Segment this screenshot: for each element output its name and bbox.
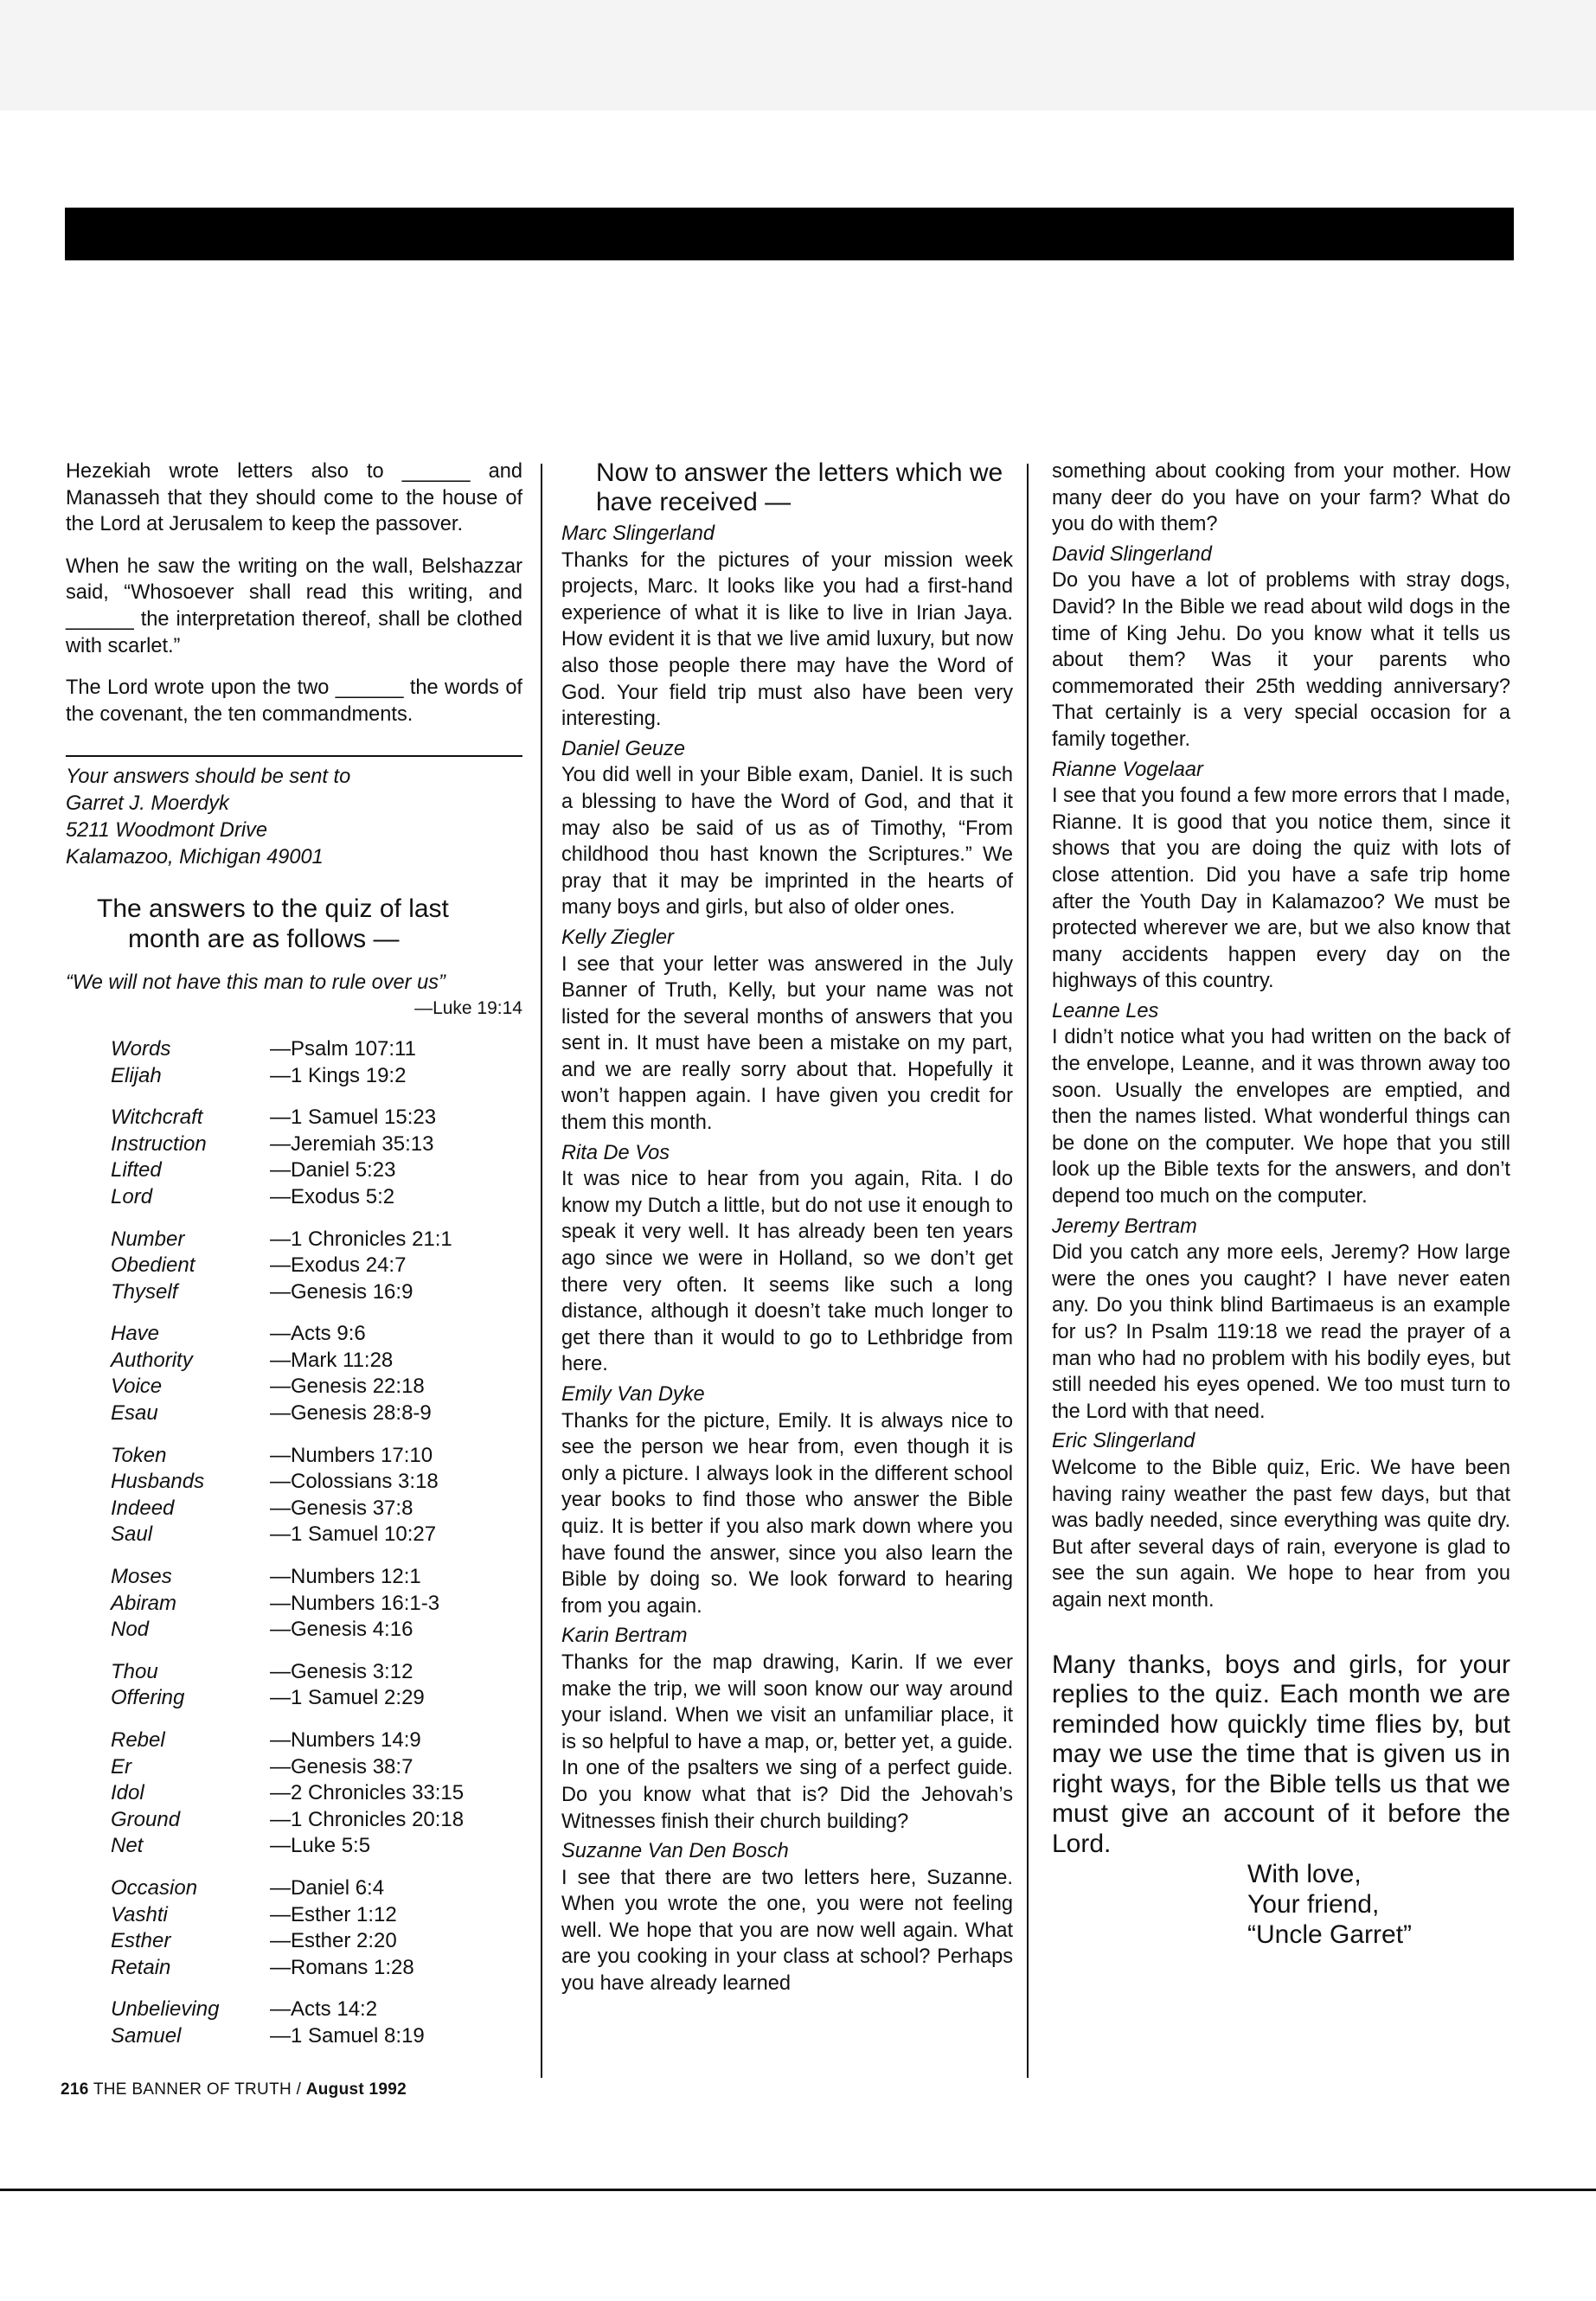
answer-row — [66, 1184, 522, 1211]
answers-heading: The answers to the quiz of last month are as follows — — [97, 894, 449, 954]
answer-word: Words — [111, 1036, 171, 1061]
answer-word: Number — [111, 1227, 185, 1251]
answer-row — [66, 1157, 522, 1184]
column-middle — [561, 458, 1013, 1997]
answer-row — [66, 1227, 522, 1253]
letter-author: Suzanne Van Den Bosch — [561, 1840, 789, 1863]
letter-author: Emily Van Dyke — [561, 1383, 705, 1406]
letter-reply — [561, 1140, 1013, 1378]
letter-reply — [561, 1381, 1013, 1619]
letter-body: Did you catch any more eels, Jeremy? How large were the ones you caught? I have never eaten any. Do you think blind Bartimaeus is an example for us? In Psalm 119:18 we read the prayer of a man who had no problem with his bodily eyes, but still needed his eyes opened. We too must turn to the Lord with that need. — [1052, 1241, 1510, 1423]
answer-word: Have — [111, 1322, 160, 1346]
answer-row — [66, 1348, 522, 1375]
answer-word: Obedient — [111, 1253, 195, 1278]
answer-row — [66, 1754, 522, 1781]
answer-reference: —Esther 2:20 — [270, 1929, 397, 1953]
column-left — [66, 458, 522, 2050]
letter-reply — [1052, 1214, 1510, 1426]
letter-author: Marc Slingerland — [561, 522, 715, 545]
answer-row — [66, 1955, 522, 1982]
answer-word: Retain — [111, 1955, 171, 1979]
answer-word: Occasion — [111, 1875, 198, 1900]
answer-row — [66, 1928, 522, 1955]
issue-date: August 1992 — [305, 2080, 407, 2099]
answer-word: Indeed — [111, 1496, 175, 1520]
answer-reference: —Acts 9:6 — [270, 1322, 366, 1346]
signoff-line: “Uncle Garret” — [1247, 1920, 1413, 1950]
answer-row — [66, 1659, 522, 1686]
letter-author: Leanne Les — [1052, 999, 1159, 1022]
letter-author: Jeremy Bertram — [1052, 1215, 1197, 1238]
answer-reference: —Genesis 38:7 — [270, 1754, 413, 1779]
mailing-address: Your answers should be sent to Garret J. Moerdyk 5211 Woodmont Drive Kalamazoo, Michigan 49001 — [66, 766, 351, 869]
letter-author: Kelly Ziegler — [561, 926, 674, 949]
answer-reference: —Genesis 4:16 — [270, 1618, 413, 1642]
letter-reply — [561, 521, 1013, 733]
answer-reference: —Genesis 16:9 — [270, 1279, 413, 1304]
answer-word: Authority — [111, 1348, 193, 1372]
answer-word: Ground — [111, 1807, 181, 1831]
answer-word: Thyself — [111, 1279, 178, 1304]
answer-word: Instruction — [111, 1131, 207, 1156]
letter-list — [561, 521, 1013, 1997]
letter-reply — [561, 925, 1013, 1137]
answer-word: Lord — [111, 1184, 153, 1208]
letter-list — [1052, 542, 1510, 1614]
answer-reference: —Numbers 12:1 — [270, 1565, 421, 1589]
answer-reference: —Jeremiah 35:13 — [270, 1131, 434, 1156]
answer-row — [66, 1997, 522, 2023]
answer-reference: —Romans 1:28 — [270, 1955, 414, 1979]
answer-group — [66, 1997, 522, 2049]
letter-body: Welcome to the Bible quiz, Eric. We have been having rainy weather the past few days, but that was badly needed, since everything was quite dry. But after several days of rain, everyone is glad to see the sun again. We hope to hear from you again next month. — [1052, 1456, 1510, 1612]
answer-row — [66, 1105, 522, 1131]
letter-reply — [1052, 998, 1510, 1210]
answer-row — [66, 1400, 522, 1427]
answer-group — [66, 1105, 522, 1210]
answer-group — [66, 1443, 522, 1548]
answer-reference: —Genesis 28:8-9 — [270, 1401, 432, 1426]
letter-body: It was nice to hear from you again, Rita. I do know my Dutch a little, but do not use it enough to speak it very well. It has already been ten years ago since we were in Holland, so we don’t get there very often. It seems like such a long distance, although it doesn’t take much longer to get there than it would to go to Lethbridge from here. — [561, 1168, 1013, 1376]
answer-word: Saul — [111, 1522, 153, 1547]
letter-continuation: something about cooking from your mother. How many deer do you have on your farm? What do you do with them? — [1052, 460, 1510, 536]
answer-word: Offering — [111, 1686, 185, 1710]
letter-author: Rianne Vogelaar — [1052, 758, 1203, 781]
answer-row — [66, 1036, 522, 1063]
bottom-rule — [0, 2189, 1596, 2191]
answer-word: Vashti — [111, 1902, 168, 1926]
answer-reference: —Psalm 107:11 — [270, 1036, 416, 1061]
answer-word: Thou — [111, 1659, 158, 1683]
answer-group — [66, 1564, 522, 1644]
answer-word: Esau — [111, 1401, 158, 1426]
answer-word: Esther — [111, 1929, 171, 1953]
signoff-line: Your friend, — [1247, 1890, 1380, 1920]
letter-reply — [1052, 757, 1510, 995]
letter-body: I didn’t notice what you had written on the back of the envelope, Leanne, and it was thrown away too soon. Usually the envelopes are emptied, and then the names listed. What wonderful things can be done on the computer. We hope that you still look up the Bible texts for the answers, and don’t depend too much on the computer. — [1052, 1026, 1510, 1208]
answer-row — [66, 1780, 522, 1807]
answer-word: Idol — [111, 1781, 144, 1805]
answer-group — [66, 1227, 522, 1306]
answer-reference: —Acts 14:2 — [270, 1997, 378, 2022]
answer-row — [66, 1321, 522, 1348]
answer-row — [66, 1807, 522, 1834]
answer-reference: —Genesis 37:8 — [270, 1496, 413, 1520]
quiz-question: Hezekiah wrote letters also to ______ and Manasseh that they should come to the house of the Lord at Jerusalem to keep the passover. — [66, 460, 522, 536]
answer-reference: —Numbers 17:10 — [270, 1443, 433, 1467]
divider — [66, 755, 522, 757]
answer-row — [66, 1063, 522, 1090]
answer-row — [66, 1496, 522, 1522]
answer-reference: —Luke 5:5 — [270, 1834, 371, 1858]
answer-word: Rebel — [111, 1728, 165, 1752]
answer-reference: —Daniel 6:4 — [270, 1875, 385, 1900]
answer-word: Token — [111, 1443, 167, 1467]
letter-author: David Slingerland — [1052, 542, 1212, 566]
answer-reference: —Mark 11:28 — [270, 1348, 394, 1372]
answer-word: Voice — [111, 1375, 163, 1399]
answer-reference: —Genesis 22:18 — [270, 1375, 425, 1399]
answer-row — [66, 1564, 522, 1591]
answer-row — [66, 1443, 522, 1470]
answer-row — [66, 1374, 522, 1400]
answer-word: Witchcraft — [111, 1106, 203, 1130]
page-footer — [61, 2080, 407, 2099]
letter-body: Thanks for the map drawing, Karin. If we ever make the trip, we will soon know our way around your island. When we visit an unfamiliar place, it is so helpful to have a map, or, better yet, a guide. In one of the psalters we sing of a perfect guide. Do you know what that is? Did the Jehovah’s Witnesses finish their church building? — [561, 1650, 1013, 1833]
letter-reply — [1052, 1428, 1510, 1613]
answer-row — [66, 1131, 522, 1158]
answer-group — [66, 1727, 522, 1860]
answer-reference: —1 Samuel 8:19 — [270, 2023, 425, 2048]
answer-word: Abiram — [111, 1591, 177, 1615]
answer-group — [66, 1659, 522, 1712]
answer-list — [66, 1036, 522, 2050]
theme-reference: —Luke 19:14 — [414, 997, 522, 1018]
answer-group — [66, 1036, 522, 1089]
answer-row — [66, 1833, 522, 1860]
answer-row — [66, 1591, 522, 1618]
answer-word: Husbands — [111, 1470, 205, 1494]
answer-reference: —1 Kings 19:2 — [270, 1063, 407, 1087]
answer-word: Er — [111, 1754, 131, 1779]
column-rule-1 — [541, 464, 542, 2078]
letter-reply — [561, 1623, 1013, 1835]
answer-reference: —Exodus 5:2 — [270, 1184, 395, 1208]
letter-body: Thanks for the pictures of your mission week projects, Marc. It looks like you had a first-hand experience of what it is like to live in Irian Jaya. How evident it is that we live amid luxury, but now also those people there may have the Word of God. Your field trip must also have been very interesting. — [561, 548, 1013, 731]
letter-body: Do you have a lot of problems with stray dogs, David? In the Bible we read about wild dogs in the time of King Jehu. Do you know what it tells us about them? Was it your parents who commemorated their 25th wedding anniversary? That certainly is a very special occasion for a family together. — [1052, 569, 1510, 751]
letters-heading: Now to answer the letters which we have received — — [596, 458, 1003, 516]
answer-row — [66, 1875, 522, 1902]
letter-reply — [1052, 542, 1510, 753]
answer-reference: —1 Chronicles 21:1 — [270, 1227, 452, 1251]
answer-row — [66, 1522, 522, 1548]
letter-body: I see that your letter was answered in the July Banner of Truth, Kelly, but your name was not listed for the several months of answers that you sent in. It must have been a mistake on my part, and we are really sorry about that. Hopefully it won’t happen again. I have given you credit for them this month. — [561, 952, 1013, 1135]
answer-row — [66, 1727, 522, 1754]
answer-reference: —2 Chronicles 33:15 — [270, 1781, 465, 1805]
answer-word: Unbelieving — [111, 1997, 220, 2022]
answer-reference: —Daniel 5:23 — [270, 1158, 396, 1183]
answer-row — [66, 1469, 522, 1496]
theme-quote: “We will not have this man to rule over us” — [66, 971, 445, 995]
answer-reference: —Numbers 14:9 — [270, 1728, 421, 1752]
answer-reference: —Colossians 3:18 — [270, 1470, 439, 1494]
header-bar — [65, 208, 1514, 260]
letter-body: I see that you found a few more errors that I made, Rianne. It is good that you notice them, since it shows that you are doing the quiz with lots of close attention. Did you have a safe trip home after the Youth Day in Kalamazoo? We must be protected wherever we are, but we also know that many accidents happen every day on the highways of this country. — [1052, 785, 1510, 993]
answer-word: Lifted — [111, 1158, 162, 1183]
top-margin — [0, 0, 1596, 111]
answer-row — [66, 1685, 522, 1712]
answer-reference: —1 Samuel 15:23 — [270, 1106, 437, 1130]
answer-group — [66, 1321, 522, 1426]
letter-author: Daniel Geuze — [561, 737, 685, 760]
answer-word: Net — [111, 1834, 144, 1858]
letter-author: Karin Bertram — [561, 1625, 688, 1648]
answer-reference: —1 Samuel 10:27 — [270, 1522, 437, 1547]
answer-word: Samuel — [111, 2023, 182, 2048]
closing-paragraph: Many thanks, boys and girls, for your replies to the quiz. Each month we are reminded how quickly time flies by, but may we use the time that is given us in right ways, for the Bible tells us that we must give an account of it before the Lord. — [1052, 1650, 1510, 1858]
answer-row — [66, 1253, 522, 1279]
letter-reply — [561, 1838, 1013, 1997]
answer-reference: —1 Chronicles 20:18 — [270, 1807, 465, 1831]
letter-author: Rita De Vos — [561, 1141, 670, 1164]
answer-reference: —Exodus 24:7 — [270, 1253, 407, 1278]
answer-row — [66, 2023, 522, 2050]
signoff-line: With love, — [1247, 1860, 1362, 1889]
publication-name: THE BANNER OF TRUTH / — [93, 2080, 306, 2099]
letter-body: You did well in your Bible exam, Daniel. It is such a blessing to have the Word of God, and that it may also be said of us as of Timothy, “From childhood thou hast known the Scriptures.” We pray that it may be imprinted in the hearts of many boys and girls, but also of older ones. — [561, 764, 1013, 920]
answer-row — [66, 1617, 522, 1644]
letter-author: Eric Slingerland — [1052, 1430, 1195, 1453]
quiz-question: The Lord wrote upon the two ______ the words of the covenant, the ten commandments. — [66, 676, 522, 726]
answer-reference: —Numbers 16:1-3 — [270, 1591, 440, 1615]
page-number: 216 — [61, 2080, 89, 2099]
answer-group — [66, 1875, 522, 1981]
quiz-question: When he saw the writing on the wall, Belshazzar said, “Whosoever shall read this writing, and ______ the interpretation thereof, shall be clothed with scarlet.” — [66, 554, 522, 657]
letter-reply — [561, 736, 1013, 921]
answer-reference: —Esther 1:12 — [270, 1902, 397, 1926]
answer-reference: —Genesis 3:12 — [270, 1659, 413, 1683]
letter-body: Thanks for the picture, Emily. It is always nice to see the person we hear from, even though it is only a picture. I always look in the different school year books to find those who answer the Bible quiz. It is better if you also mark down where you have found the answer, since you also learn the Bible by doing so. We look forward to hearing from you again. — [561, 1409, 1013, 1618]
answer-word: Elijah — [111, 1063, 162, 1087]
column-right — [1052, 458, 1510, 1950]
answer-word: Nod — [111, 1618, 150, 1642]
answer-word: Moses — [111, 1565, 172, 1589]
letter-body: I see that there are two letters here, Suzanne. When you wrote the one, you were not feeling well. We hope that you are now well again. What are you cooking in your class at school? Perhaps you have already learned — [561, 1866, 1013, 1996]
column-rule-2 — [1027, 464, 1029, 2078]
answer-row — [66, 1902, 522, 1929]
answer-reference: —1 Samuel 2:29 — [270, 1686, 425, 1710]
answer-row — [66, 1279, 522, 1306]
